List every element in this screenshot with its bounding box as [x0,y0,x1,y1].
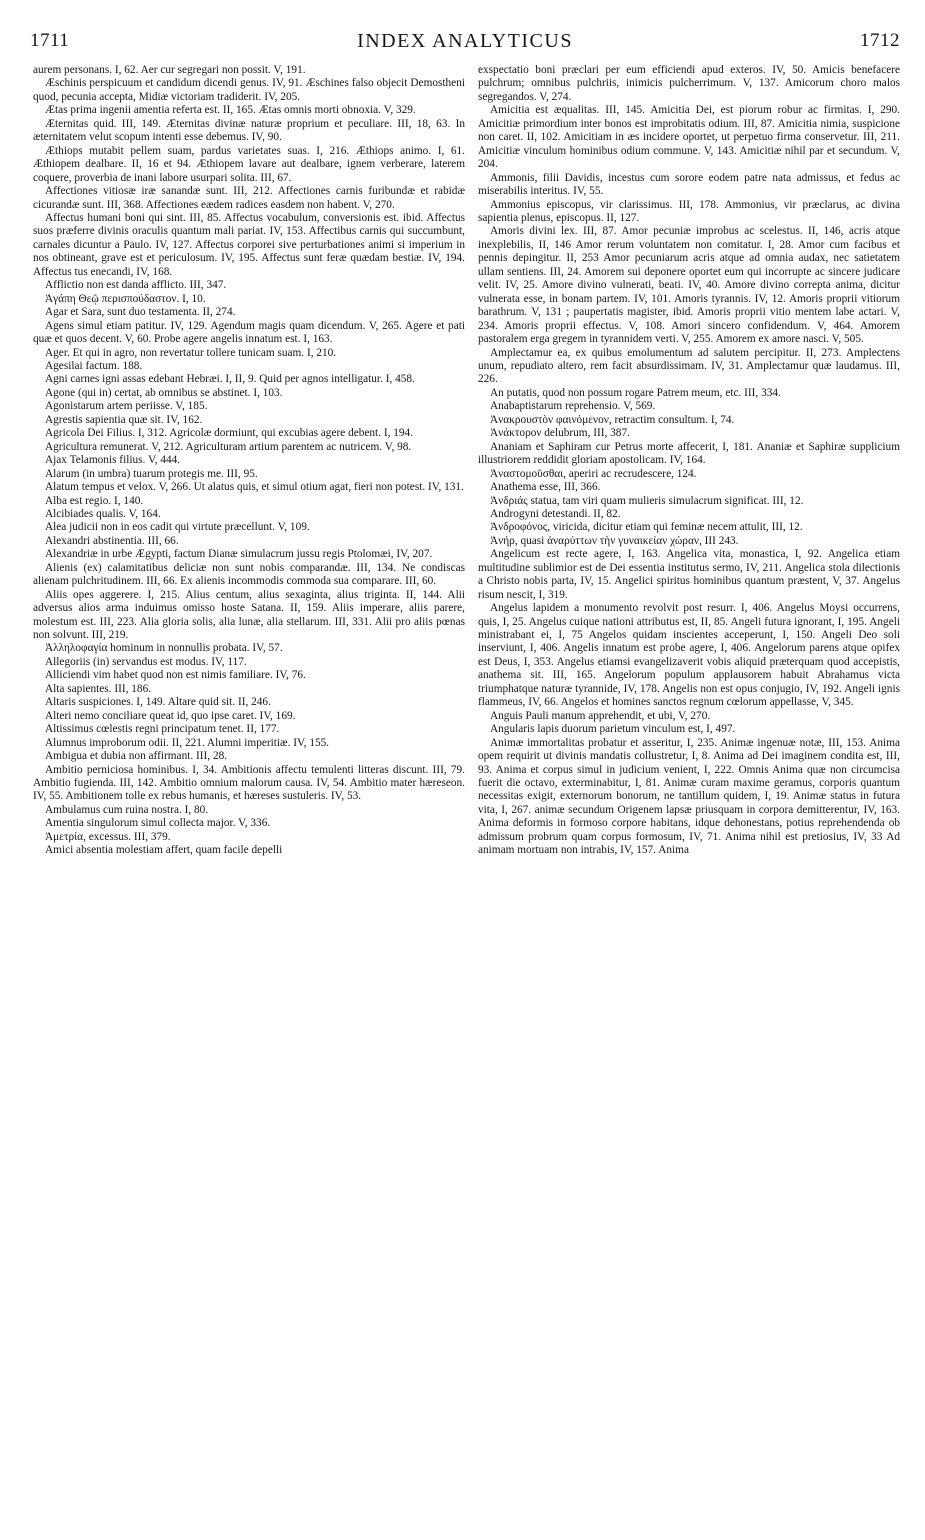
index-entry: Alarum (in umbra) tuarum protegis me. III, 95. [45,467,258,480]
index-entry: Æthiops mutabit pellem suam, pardus varietates suas. I, 216. Æthiops animo. I, 61. Æthiopem dealbare. II, 16 et 94. Æthiopem lavare aut dealbare, ignem verberare, laterem coquere, proverbia de inani labore usurpari solita. III, 67. [33,144,465,184]
index-entry: Ἀνήρ, quasi ἀναρύττων τὴν γυναικείαν χώραν, III 243. [490,534,739,547]
index-entry: Ambitio perniciosa hominibus. I, 34. Ambitionis affectu temulenti litteras discunt. III, 79. Ambitio fugienda. III, 142. Ambitio omnium malorum causa. IV, 54. Ambitio mater hæreseon. IV, 55. Ambitionem tolle ex rebus humanis, et hæreses sustuleris. IV, 53. [33,763,465,803]
index-entry: An putatis, quod non possum rogare Patrem meum, etc. III, 334. [490,386,781,399]
index-entry: Alumnus improborum odii. II, 221. Alumni imperitiæ. IV, 155. [45,736,330,749]
index-entry: Ἀμετρία, excessus. III, 379. [45,830,171,843]
index-entry: Ἀγάπη Θεῷ περισπούδαστον. I, 10. [45,292,206,305]
index-entry: Afflictio non est danda afflicto. III, 347. [45,279,227,292]
index-entry: Amicitia est æqualitas. III, 145. Amicitia Dei, est piorum robur ac firmitas. I, 290. Amicitiæ primordium inter bonos est improbitatis odium. III, 87. Amicitia nimia, suspicione non caret. II, 102. Amicitiam in æs incidere oportet, ut perpetuo firma conservetur. III, 211. Amicitiæ vinculum hominibus odium commune. V, 143. Amicitiæ nihil par et secundum. V, 204. [478,104,900,171]
index-entry: Altaris suspiciones. I, 149. Altare quid sit. II, 246. [45,696,271,709]
index-entry: Æternitas quid. III, 149. Æternitas divinæ naturæ proprium et peculiare. III, 18, 63. In æternitatem velut scopum intenti esse debemus. IV, 90. [33,117,465,144]
index-entry: Ammonius episcopus, vir clarissimus. III, 178. Ammonius, vir præclarus, ac divina sapientia plenus, episcopus. II, 127. [478,198,900,224]
index-entry: Ἀνάκτορον delubrum, III, 387. [490,427,630,440]
index-entry: Ager. Et qui in agro, non revertatur tollere tunicam suam. I, 210. [45,346,337,359]
index-entry: Ἀνδριάς statua, tam viri quam mulieris simulacrum significat. III, 12. [490,494,804,507]
index-entry: Androgyni detestandi. II, 82. [490,507,621,520]
index-entry: Amici absentia molestiam affert, quam facile depelli [45,844,283,857]
index-entry: Aliis opes aggerere. I, 215. Alius centum, alius sexaginta, alius triginta. II, 144. Alii adversus alios arma induimus omisso hoste Satana. II, 159. Aliis imperare, aliis parere, molestum est. III, 223. Alia gloria solis, alia lunæ, alia stellarum. III, 331. Alii pro aliis pœnas non solvunt. III, 219. [33,588,465,642]
index-entry: Allegoriis (in) servandus est modus. IV, 117. [45,655,247,668]
index-entry: Amentia singulorum simul collecta major. V, 336. [45,817,271,830]
index-entry: Angularis lapis duorum parietum vinculum est, I, 497. [490,723,736,736]
index-entry: Ἀνδροφόνος, viricida, dicitur etiam qui feminæ necem attulit, III, 12. [490,521,803,534]
index-entry: Agricultura remunerat. V, 212. Agriculturam artium parentem ac nutricem. V, 98. [45,440,412,453]
index-entry: Alienis (ex) calamitatibus deliciæ non sunt nobis comparandæ. III, 134. Ne condiscas alienam pulchritudinem. III, 66. Ex alienis incommodis commoda sua comparare. III, 60. [33,561,465,588]
index-entry: Animæ immortalitas probatur et asseritur, I, 235. Animæ ingenuæ notæ, III, 153. Anima opem requirit ut divinis mandatis collustretur, I, 8. Anima ad Dei imaginem condita est, III, 93. Anima et corpus simul in judicium venient, I, 222. Omnis Anima quæ non circumcisa fuerit die octavo, exterminabitur, I, 81. Animæ curam maxime geramus, corporis quantum necessitas exigit, externorum bonorum, ne tantillum quidem, I, 19. Animæ status in futura vita, I, 267. animæ secundum Origenem lapsæ priusquam in corpora demitterentur, IV, 163. Anima deformis in formoso corpore habitans, idque dehonestans, potius reprehendenda ob admissum probrum quam corpus formosum, IV, 71. Anima nihil est pretiosius, IV, 33 Ad animam mortuam non intrabis, IV, 157. Anima [478,736,900,857]
index-entry: Amoris divini lex. III, 87. Amor pecuniæ improbus ac scelestus. II, 146, acris atque inexplebilis, II, 146 Amor rerum voluntatem non comitatur. I, 28. Amor cum facibus et pennis depingitur. II, 253 Amor pecuniarum acris atque ad omnia audax, nec satietatem ullam sentiens. III, 24. Amorem sui deponere oportet eum qui incorrupte ac sincere judicare velit. IV, 25. Amore divino vulnerati, beati. IV, 40. Amore divino correpta anima, dicitur vulnerata esse, in bonam partem. IV, 101. Amoris tyrannis. IV, 12. Amoris proprii vitiorum barathrum. V, 131 ; paupertatis magister, ibid. Amoris proprii vitio mentem labe actari. V, 234. Amoris proprii effectus. V, 108. Amori sincero confidendum. V, 464. Amorem pastoralem erga gregem in tyrannidem verti. V, 255. Amorem ex amore nasci. V, 505. [478,225,900,346]
index-entry: Ἀλληλοφαγία hominum in nonnullis probata. IV, 57. [45,642,283,655]
index-entry: Ambigua et dubia non affirmant. III, 28. [45,750,228,763]
index-entry: Ananiam et Saphiram cur Petrus morte affecerit, I, 181. Ananiæ et Saphiræ supplicium illustriorem reddidit gloriam apostolicam. IV, 164. [478,440,900,467]
index-entry: Agonistarum artem periisse. V, 185. [45,400,208,413]
index-entry: Anathema esse, III, 366. [490,481,601,494]
index-entry: Alba est regio. I, 140. [45,494,144,507]
index-entry: Alexandri abstinentia. III, 66. [45,534,179,547]
index-entry: Alcibiades qualis. V, 164. [45,507,161,520]
index-entry: Ammonis, filii Davidis, incestus cum sorore eodem patre nata admissus, et fedus ac miserabilis interitus. IV, 55. [478,171,900,198]
index-entry: Ἀναστομοῦσθαι, aperiri ac recrudescere, 124. [490,467,697,480]
index-entry: Alatum tempus et velox. V, 266. Ut alatus quis, et simul otium agat, fieri non potest. IV, 131. [45,481,464,494]
index-entry: Alea judicii non in eos cadit qui virtute præcellunt. V, 109. [45,521,310,534]
page-number-left: 1711 [30,30,70,51]
index-entry: Agricola Dei Filius. I, 312. Agricolæ dormiunt, qui excubias agere debent. I, 194. [45,427,414,440]
index-entry: Agone (qui in) certat, ab omnibus se abstinet. I, 103. [45,386,283,399]
index-entry: Alliciendi vim habet quod non est nimis familiare. IV, 76. [45,669,306,682]
page-number-right: 1712 [860,30,900,51]
index-entry: Ambulamus cum ruina nostra. I, 80. [45,803,209,816]
index-entry: Amplectamur ea, ex quibus emolumentum ad salutem percipitur. II, 273. Amplectens unum, repudiato altero, rem facit absurdissimam. IV, 31. Amplectamur quæ laudamus. III, 226. [478,346,900,386]
index-entry: Angelicum est recte agere, I, 163. Angelica vita, monastica, I, 92. Angelica etiam multitudine sublimior est de Dei essentia institutus sermo, IV, 211. Angelica stola dilectionis a Christo nobis parta, IV, 15. Angelici spiritus hominibus quantum præstent, V, 37. Angelus risum nescit, I, 319. [478,548,900,601]
page-header [30,30,900,60]
index-entry: Ajax Telamonis filius. V, 444. [45,454,181,467]
index-entry: Æschinis perspicuum et candidum dicendi genus. IV, 91. Æschines falso objecit Demostheni quod, pecunia accepta, Midiæ victoriam tradiderit. IV, 205. [33,77,465,103]
index-entry: Altissimus cœlestis regni principatum tenet. II, 177. [45,723,280,736]
index-entry: exspectatio boni præclari per eum efficiendi apud exteros. IV, 50. Amicis benefacere pulchrum; omnibus pulchriis, inimicis pulcherrimum. V, 137. Amicorum choro malos segregandos. V, 274. [478,64,900,103]
index-entry: Anguis Pauli manum apprehendit, et ubi, V, 270. [490,709,711,722]
index-entry: Alexandriæ in urbe Ægypti, factum Dianæ simulacrum jussu regis Ptolomæi, IV, 207. [45,548,433,561]
index-entry: Agens simul etiam patitur. IV, 129. Agendum magis quam dicendum. V, 265. Agere et pati quæ et quos decent. V, 60. Probe agere angelis innatum est. I, 163. [33,319,465,346]
index-entry: Agar et Sara, sunt duo testamenta. II, 274. [45,306,236,319]
index-column-left [33,64,465,858]
index-entry: Affectiones vitiosæ iræ sanandæ sunt. III, 212. Affectiones carnis furibundæ et rabidæ cicurandæ sunt. III, 368. Affectiones eædem radices easdem non habent. V, 270. [33,185,465,211]
index-entry: Agrestis sapientia quæ sit. IV, 162. [45,413,203,426]
index-entry: Agesilai factum. 188. [45,359,143,372]
index-entry: Angelus lapidem a monumento revolvit post resurr. I, 406. Angelus Moysi occurrens, quis, I, 25. Angelus cuique nationi attributus est, II, 85. Angeli futura ignorant, I, 195. Angeli ministrabant ei, I, 75 Angelos quidam inscientes acceperunt, I, 150. Angeli Deo soli inserviunt, I, 406. Angelis innatum est probe agere, I, 406. Angelorum parens atque opifex est Deus, I, 353. Angelus etiamsi evangelizaverit vobis aliquid præterquam quod accepistis, anathema sit. III, 165. Angelorum populum applausorem habuit Abrahamus victa triumphatque naturæ tyrannide, IV, 178. Angelis non est opus conjugio, IV, 192. Angeli ignis flammeus, IV, 66. Angelos et homines sanctos regnum cœlorum appellasse, V, 345. [478,602,900,709]
index-entry: Ætas prima ingenii amentia referta est. II, 165. Ætas omnis morti obnoxia. V, 329. [45,104,416,117]
index-entry: Agni carnes igni assas edebant Hebræi. I, II, 9. Quid per agnos intelligatur. I, 458. [45,373,415,386]
index-entry: aurem personans. I, 62. Aer cur segregari non possit. V, 191. [33,64,306,76]
index-entry: Affectus humani boni qui sint. III, 85. Affectus vocabulum, conversionis est. ibid. Affectus suos præferre divinis oraculis quantum mali pariat. IV, 153. Affectibus carnis qui succumbunt, carnales dicuntur a Paulo. IV, 127. Affectus corporei sive perturbationes animi si imperium in nos obtineant, grave est et periculosum. IV, 195. Affectus sunt feræ quædam bestiæ. IV, 194. Affectus tus enecandi, IV, 168. [33,211,465,278]
index-entry: Alteri nemo conciliare queat id, quo ipse caret. IV, 169. [45,709,296,722]
index-column-right [478,64,900,858]
index-entry: Ἀνακρουστὸν φαινόμενον, retractim consultum. I, 74. [490,413,735,426]
index-entry: Alta sapientes. III, 186. [45,682,152,695]
index-entry: Anabaptistarum reprehensio. V, 569. [490,400,656,413]
running-title: INDEX ANALYTICUS [357,30,573,52]
